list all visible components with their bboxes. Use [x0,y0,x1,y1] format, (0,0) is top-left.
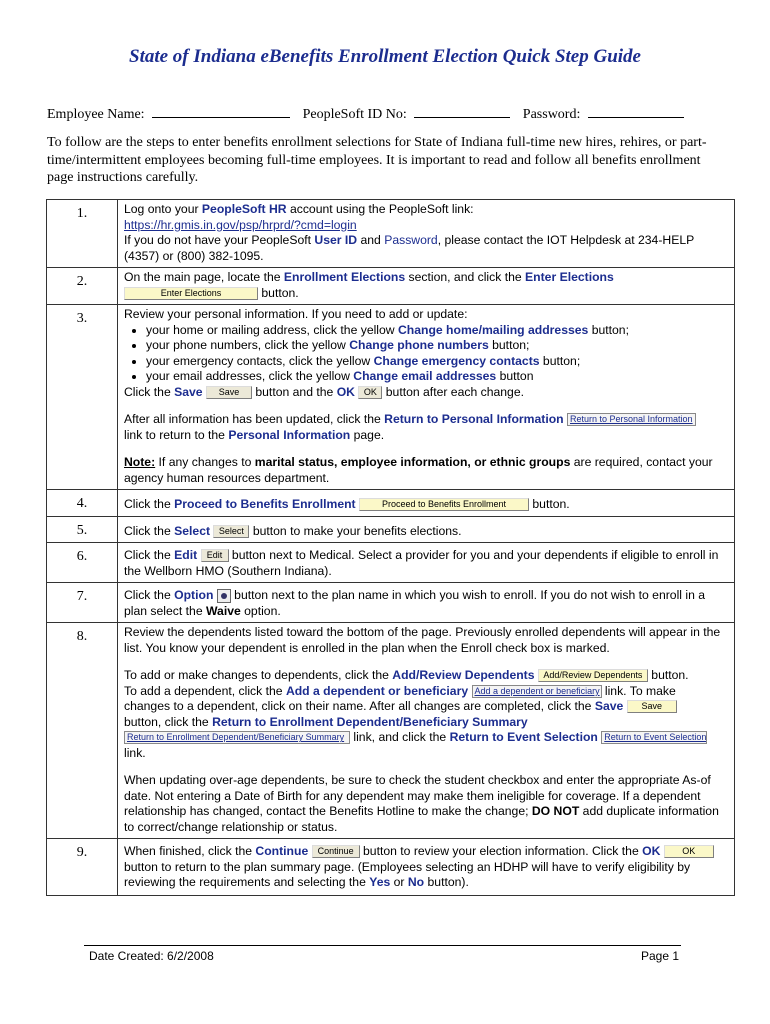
text: account using the PeopleSoft link: [286,202,474,216]
step-content [118,200,735,268]
ok-button[interactable]: OK [358,386,382,399]
select-button[interactable]: Select [213,525,249,538]
employee-info-line [47,104,684,123]
list-item: • your email addresses, click the yellow Change email addresses button [146,369,728,385]
step-row [47,543,735,583]
text: Review your personal information. If you need to add or update: [124,307,468,321]
step-number: 4. [47,490,118,517]
step-number: 6. [47,543,118,583]
step-row [47,516,735,543]
add-dependent-link[interactable]: Add a dependent or beneficiary [472,685,602,698]
step-row [47,623,735,839]
intro-paragraph: To follow are the steps to enter benefits enrollment selections for State of Indiana full-time new hires, rehires, or part-time/intermittent employees becoming full-time employees. It is important to read and follow all benefits enrollment page instructions carefully. [47,135,707,185]
return-to-dependent-summary-link[interactable]: Return to Enrollment Dependent/Beneficiary Summary [124,731,350,744]
save-button[interactable]: Save [206,386,252,399]
enter-elections-button[interactable]: Enter Elections [124,287,258,300]
step-content: Click the Select Select button to make your benefits elections. [118,516,735,543]
list-item: • your phone numbers, click the yellow Change phone numbers button; [146,338,728,354]
add-review-dependents-button[interactable]: Add/Review Dependents [538,669,648,682]
step-content [118,268,735,305]
step-row [47,305,735,490]
step-content: When finished, click the Continue Continue button to review your election information. Click the OK OK button to return to the plan summary page. (Employees selecting an HDHP will have to verify eligibility by reviewing the requirements and selecting the Yes or No button). [118,839,735,896]
step-content: Review the dependents listed toward the bottom of the page. Previously enrolled dependents will appear in the list. You know your dependent is enrolled in the plan when the Enroll check box is marked. To add or make changes to dependents, click the Add/Review Dependents Add/Review Dependents button. To add a dependent, click the Add a dependent or beneficiary Add a dependent or beneficiary link. To make changes to a dependent, click on their name. After all changes are completed, click the Save Save button, click the Return to Enrollment Dependent/Beneficiary Summary Return to Enrollment Dependent/Beneficiary Summary link, and click the Return to Event Selection Return to Event Selection link. When updating over-age dependents, be sure to check the student checkbox and enter the appropriate As-of date. Not entering a Date of Birth for any dependent may make them ineligible for coverage. If a dependent relationship has changed, contact the Benefits Hotline to make the change; DO NOT add duplicate information to correct/change relationship or status. [118,623,735,839]
step-content: Click the Edit Edit button next to Medical. Select a provider for you and your dependents if eligible to enroll in the Wellborn HMO (Southern Indiana). [118,543,735,583]
peoplesoft-id-blank[interactable] [414,104,510,118]
employee-name-label: Employee Name: [47,107,145,122]
step-content: Click the Option button next to the plan name in which you wish to enroll. If you do not wish to enroll in a plan select the Waive option. [118,583,735,623]
step-number: 8. [47,623,118,839]
text: and [357,233,385,247]
employee-name-blank[interactable] [152,104,290,118]
continue-button[interactable]: Continue [312,845,360,858]
step-row [47,583,735,623]
edit-button[interactable]: Edit [201,549,229,562]
step-number: 5. [47,516,118,543]
password-label: Password: [522,107,581,122]
step-number: 2. [47,268,118,305]
step-row [47,839,735,896]
list-item: • your emergency contacts, click the yellow Change emergency contacts button; [146,354,728,370]
peoplesoft-id-label: PeopleSoft ID No: [302,107,407,122]
save-button[interactable]: Save [627,700,677,713]
date-created: Date Created: 6/2/2008 [89,949,214,963]
return-to-event-selection-link[interactable]: Return to Event Selection [601,731,707,744]
ok-button[interactable]: OK [664,845,714,858]
emphasis: User ID [314,233,358,247]
text: link. [124,745,146,760]
option-radio-icon[interactable] [217,589,231,603]
text: section, and click the [405,270,526,284]
step-number: 3. [47,305,118,490]
return-to-personal-info-link[interactable]: Return to Personal Information [567,413,696,426]
proceed-to-benefits-enrollment-button[interactable]: Proceed to Benefits Enrollment [359,498,529,511]
update-list [124,323,728,385]
emphasis: Enter Elections [525,270,614,284]
document-title: State of Indiana eBenefits Enrollment Election Quick Step Guide [129,46,641,67]
steps-table [46,199,735,896]
emphasis: Password [384,233,438,247]
text: Review the dependents listed toward the bottom of the page. Previously enrolled dependents will appear in the list. You know your dependent is enrolled in the plan when the Enroll check box is marked. [124,625,721,655]
text: Log onto your [124,202,202,216]
page-number: Page 1 [641,949,680,963]
footer-divider [84,945,681,946]
note-label: Note: [124,455,156,469]
peoplesoft-login-link[interactable]: https://hr.gmis.in.gov/psp/hrprd/?cmd=login [124,217,357,232]
step-row [47,268,735,305]
step-number: 7. [47,583,118,623]
step-content: Review your personal information. If you need to add or update: • your home or mailing address, click the yellow Change home/mailing addresses button; • your phone numbers, click the yellow Change phone numbers button; • your emergency contacts, click the yellow Change emergency contacts button; • your email addresses, click the yellow Change email addresses button Click the Save Save button and the OK OK button after each change. After all information has been updated, click the Return to Personal Information Return to Personal Information link to return to the Personal Information page. Note: If any changes to marital status, employee information, or ethnic groups are required, contact your agency human resources department. [118,305,735,490]
emphasis: Enrollment Elections [283,270,406,284]
step-content: Click the Proceed to Benefits Enrollment Proceed to Benefits Enrollment button. [118,490,735,517]
text: , please contact the IOT Helpdesk at 234-HELP (4357) or (800) 382-1095. [124,233,695,263]
text: If you do not have your PeopleSoft [124,233,315,247]
step-number: 1. [47,200,118,268]
step-row [47,200,735,268]
step-row [47,490,735,517]
list-item: • your home or mailing address, click the yellow Change home/mailing addresses button; [146,323,728,339]
password-blank[interactable] [588,104,684,118]
text: button. [258,285,299,300]
step-number: 9. [47,839,118,896]
emphasis: PeopleSoft HR [201,202,287,216]
text: On the main page, locate the [124,270,284,284]
